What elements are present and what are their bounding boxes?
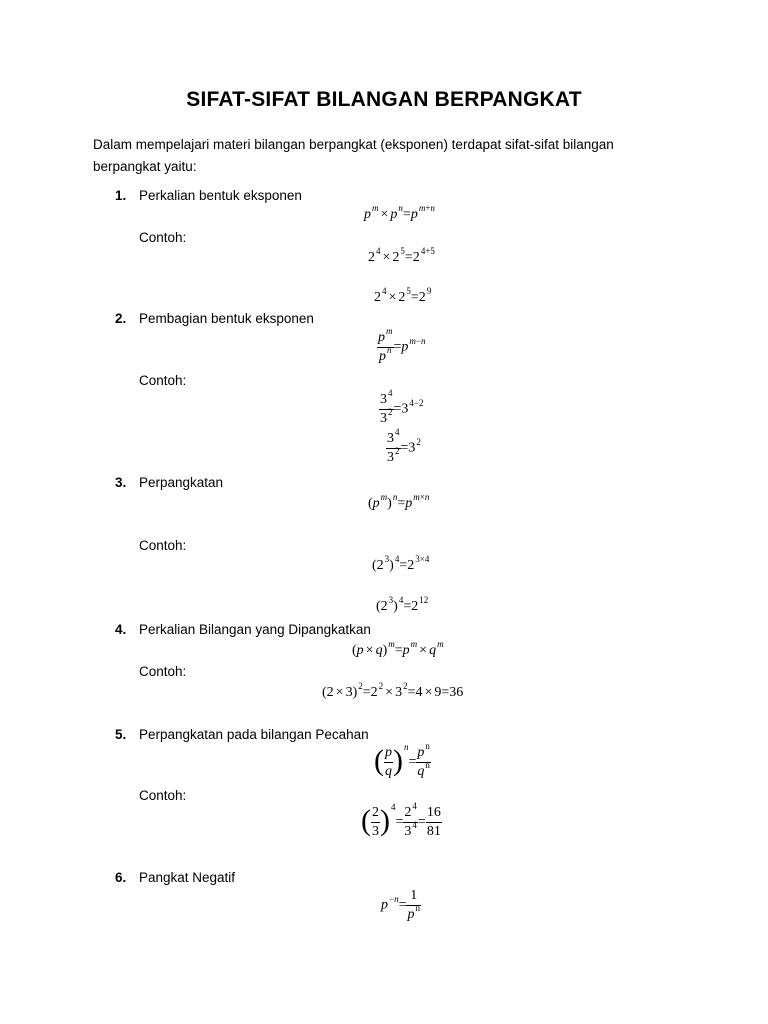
contoh-label: Contoh: — [139, 230, 187, 245]
section-heading: Pembagian bentuk eksponen — [139, 311, 314, 326]
formula-rule-1: $p^m \times p^n=p^{m+n}$ — [364, 203, 435, 222]
intro-paragraph: Dalam mempelajari materi bilangan berpangkat (eksponen) terdapat sifat-sifat bilangan berpangkat yaitu: — [93, 137, 614, 174]
formula-rule-6: $p^{-n}=$ $\frac{1}{p^n}$ — [381, 888, 420, 922]
formula-rule-3: $(p^m)^n=p^{m\times n}$ — [368, 492, 430, 511]
section-heading: Perkalian Bilangan yang Dipangkatkan — [139, 622, 371, 637]
section-number: 2. — [115, 311, 127, 326]
formula-example-3b: $(2^3)^4=2^{12}$ — [376, 595, 429, 614]
formula-rule-5: ( $\frac{p}{q}$ )$^n$= $\frac{p^n}{q^n}$ — [374, 741, 430, 779]
section-number: 4. — [115, 622, 127, 637]
section-number: 5. — [115, 727, 127, 742]
section-heading: Perpangkatan pada bilangan Pecahan — [139, 727, 369, 742]
page-title: SIFAT-SIFAT BILANGAN BERPANGKAT — [186, 88, 582, 111]
contoh-label: Contoh: — [139, 373, 187, 388]
formula-example-1a: $2^4 \times 2^5=2^{4+5}$ — [368, 246, 435, 265]
formula-example-3a: $(2^3)^4=2^{3\times 4}$ — [372, 554, 430, 573]
section-number: 6. — [115, 870, 127, 885]
contoh-label: Contoh: — [139, 788, 187, 803]
contoh-label: Contoh: — [139, 538, 187, 553]
formula-example-2b: $\frac{3^4}{3^2}$ $=3^2$ — [387, 427, 421, 465]
formula-rule-2: $\frac{p^m}{p^n}$ $=p^{m-n}$ — [378, 326, 426, 364]
formula-example-2a: $\frac{3^4}{3^2}$ $=3^{4-2}$ — [380, 388, 424, 426]
formula-example-4: $(2 \times 3)^2=2^2 \times 3^2=4 \times 9=36$ — [322, 681, 464, 700]
section-heading: Perkalian bentuk eksponen — [139, 188, 302, 203]
section-heading: Pangkat Negatif — [139, 870, 236, 885]
contoh-label: Contoh: — [139, 664, 187, 679]
formula-example-1b: $2^4 \times 2^5=2^9$ — [374, 286, 432, 305]
section-number: 3. — [115, 475, 127, 490]
formula-example-5: ( $\frac{2}{3}$ )$^4$= $\frac{2^4}{3^4}$ = $\frac{16}{81}$ — [361, 801, 441, 839]
section-heading: Perpangkatan — [139, 475, 224, 490]
formula-rule-4: $(p \times q)^m=p^m \times q^m$ — [352, 639, 444, 658]
section-number: 1. — [115, 188, 127, 203]
